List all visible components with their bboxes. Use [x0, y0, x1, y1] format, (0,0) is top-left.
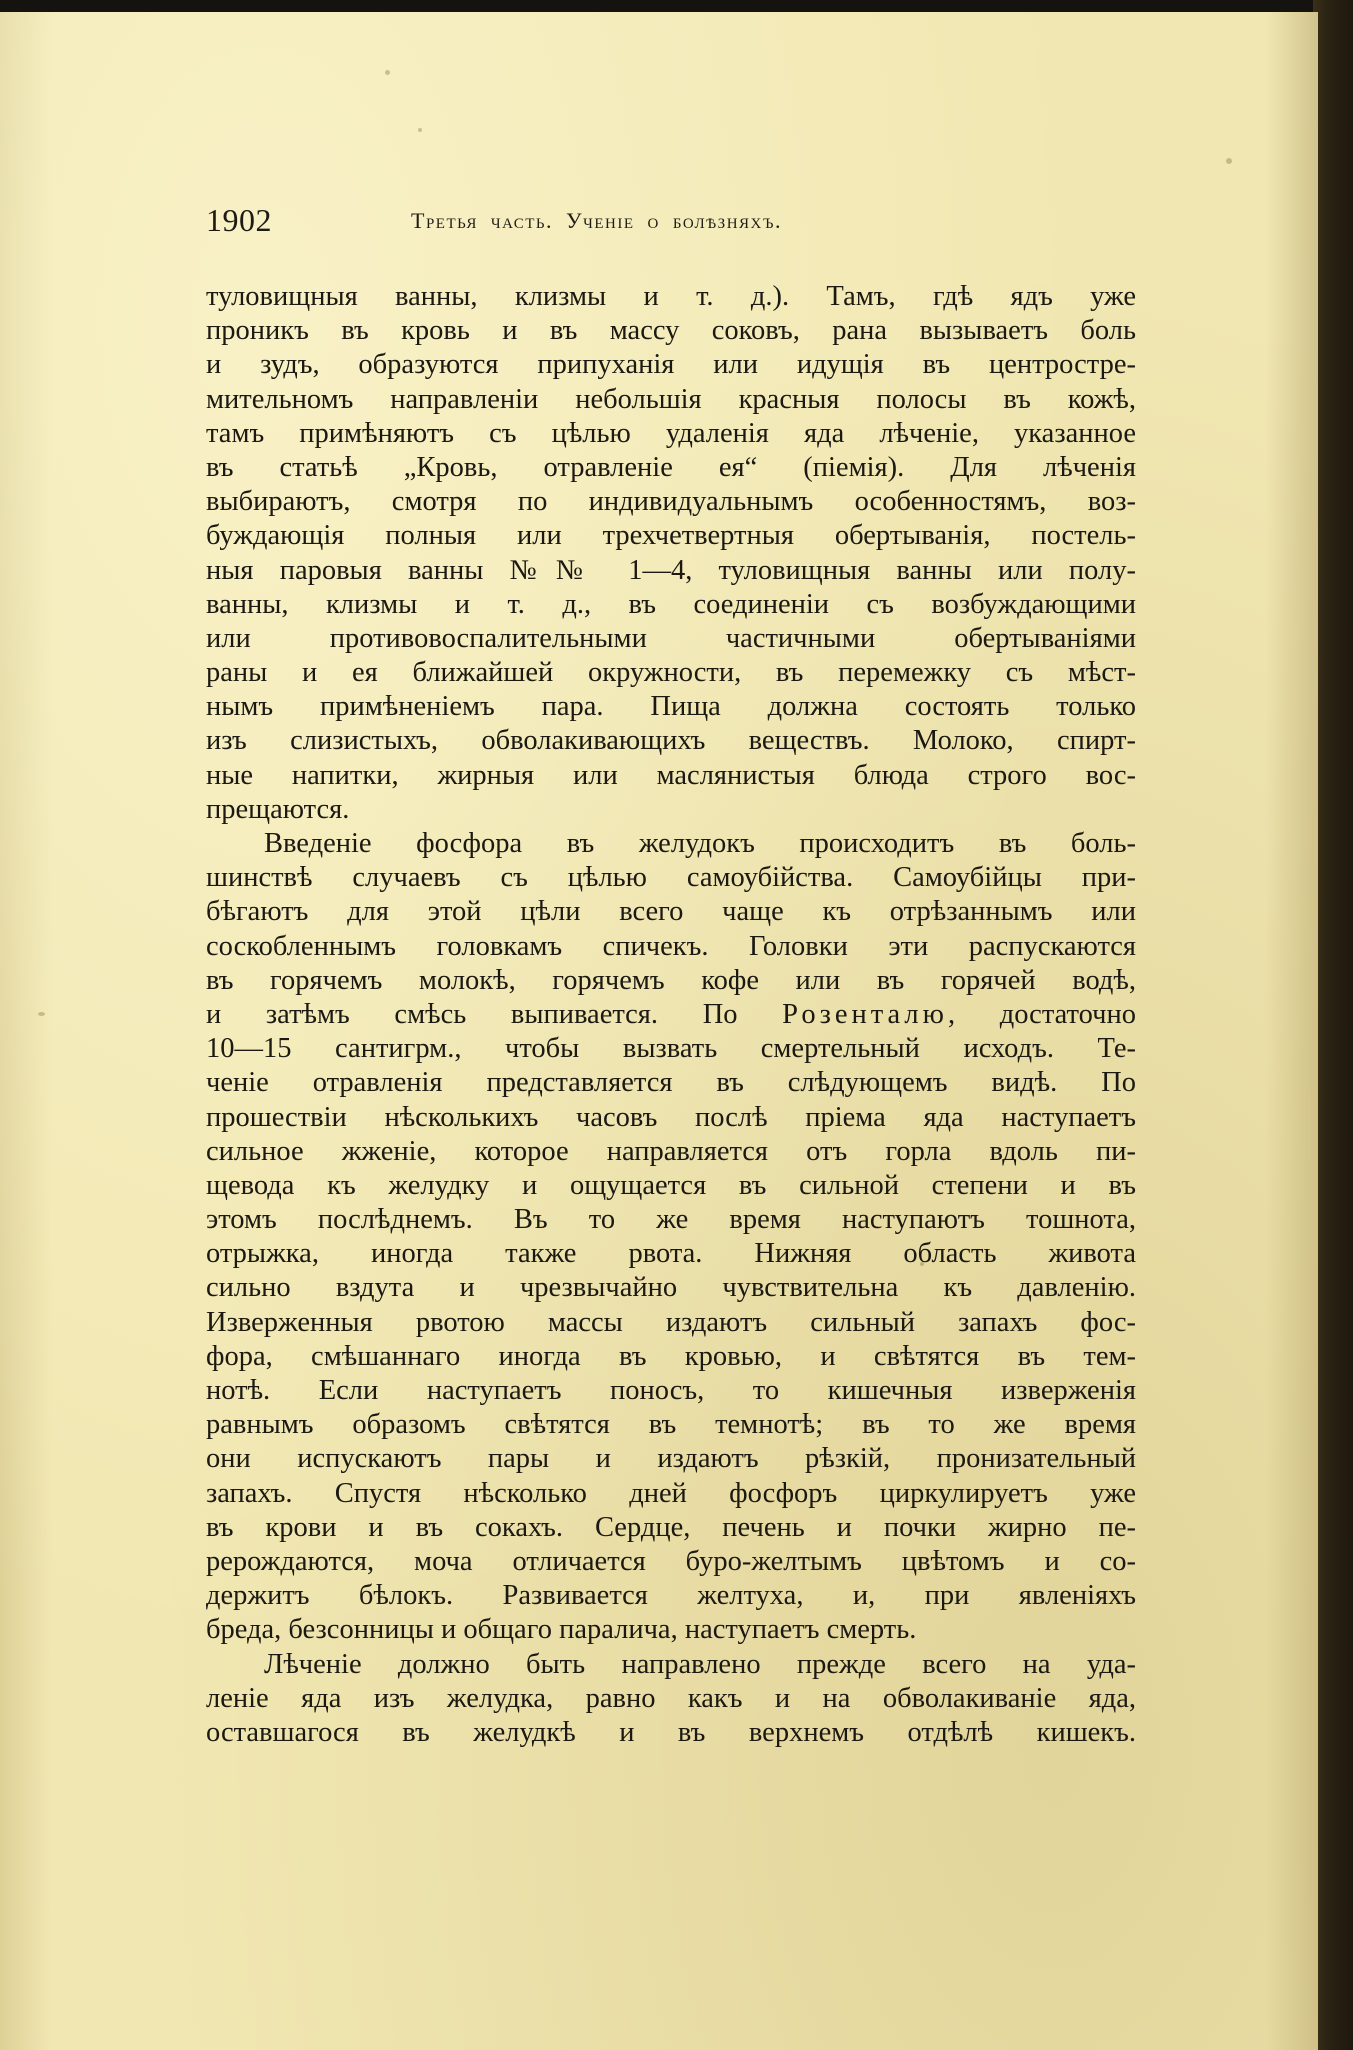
text-line: ные напитки, жирныя или маслянистыя блюда строго вос-: [206, 759, 1136, 791]
text-line: ныя паровыя ванны №№ 1—4, туловищныя ванны или полу-: [206, 554, 1136, 586]
text-line: Изверженныя рвотою массы издаютъ сильный запахъ фос-: [206, 1306, 1136, 1338]
text-line: этомъ послѣднемъ. Въ то же время наступаютъ тошнота,: [206, 1204, 1136, 1236]
text-line: прещаются.: [206, 793, 350, 825]
text-line: буждающія полныя или трехчетвертныя обертыванія, постель-: [206, 520, 1136, 552]
text-line: соскобленнымъ головкамъ спичекъ. Головки эти распускаются: [206, 930, 1136, 962]
text-line: щевода къ желудку и ощущается въ сильной степени и въ: [206, 1169, 1136, 1201]
text-line: запахъ. Спустя нѣсколько дней фосфоръ циркулируетъ уже: [206, 1477, 1136, 1509]
text-line: отрыжка, иногда также рвота. Нижняя область живота: [206, 1238, 1136, 1270]
text-line-with-emphasis: [206, 998, 1136, 1032]
text-line: фора, смѣшаннаго иногда въ кровью, и свѣтятся въ тем-: [206, 1340, 1136, 1372]
text-line: равнымъ образомъ свѣтятся въ темнотѣ; въ то же время: [206, 1409, 1136, 1441]
text-line: бреда, безсонницы и общаго паралича, наступаетъ смерть.: [206, 1614, 917, 1646]
text-line: сильно вздута и чрезвычайно чувствительна къ давленію.: [206, 1272, 1136, 1304]
text-line: мительномъ направленіи небольшія красныя полосы въ кожѣ,: [206, 383, 1136, 415]
page-header: [206, 202, 1166, 258]
page-number: 1902: [206, 202, 272, 238]
text-line: туловищныя ванны, клизмы и т. д.). Тамъ, гдѣ ядъ уже: [206, 281, 1136, 312]
text-line: они испускаютъ пары и издаютъ рѣзкій, пронизательный: [206, 1443, 1136, 1475]
text-line: и зудъ, образуются припуханія или идущія въ центростре-: [206, 349, 1136, 381]
text-line: нотѣ. Если наступаетъ поносъ, то кишечныя изверженія: [206, 1375, 1136, 1406]
text-line: рерождаются, моча отличается буро-желтымъ цвѣтомъ и со-: [206, 1545, 1136, 1577]
text-line: шинствѣ случаевъ съ цѣлью самоубійства. Самоубійцы при-: [206, 862, 1136, 894]
text-line: въ крови и въ сокахъ. Сердце, печень и почки жирно пе-: [206, 1511, 1136, 1543]
book-page: [0, 12, 1318, 2050]
text-line: раны и ея ближайшей окружности, въ перемежку съ мѣст-: [206, 657, 1136, 689]
text-line: изъ слизистыхъ, обволакивающихъ веществъ. Молоко, спирт-: [206, 725, 1136, 757]
text-line: ченіе отравленія представляется въ слѣдующемъ видѣ. По: [206, 1067, 1136, 1099]
text-line: проникъ въ кровь и въ массу соковъ, рана вызываетъ боль: [206, 315, 1136, 347]
text-line: сильное жженіе, которое направляется отъ горла вдоль пи-: [206, 1135, 1136, 1167]
text-line: нымъ примѣненіемъ пара. Пища должна состоять только: [206, 691, 1136, 723]
text-line: держитъ бѣлокъ. Развивается желтуха, и, при явленіяхъ: [206, 1580, 1136, 1612]
paper-speck: [418, 128, 422, 132]
emphasized-author-name: Розенталю: [782, 998, 948, 1030]
text-line: Введеніе фосфора въ желудокъ происходитъ въ боль-: [264, 828, 1136, 859]
text-line: выбираютъ, смотря по индивидуальнымъ особенностямъ, воз-: [206, 486, 1136, 518]
text-line: въ горячемъ молокѣ, горячемъ кофе или въ горячей водѣ,: [206, 964, 1136, 996]
text-line: Лѣченіе должно быть направлено прежде всего на уда-: [264, 1648, 1136, 1680]
text-line: бѣгаютъ для этой цѣли всего чаще къ отрѣзаннымъ или: [206, 896, 1136, 928]
text-line: ванны, клизмы и т. д., въ соединеніи съ возбуждающими: [206, 588, 1136, 620]
text-segment: и затѣмъ смѣсь выпивается. По: [206, 998, 783, 1030]
body-text: [206, 280, 1136, 1750]
text-line: прошествіи нѣсколькихъ часовъ послѣ пріема яда наступаетъ: [206, 1101, 1136, 1133]
book-edge: [1313, 0, 1353, 2050]
paper-speck: [38, 1012, 45, 1016]
text-line: въ статьѣ „Кровь, отравленіе ея“ (піемія). Для лѣченія: [206, 451, 1136, 483]
text-line: оставшагося въ желудкѣ и въ верхнемъ отдѣлѣ кишекъ.: [206, 1716, 1136, 1748]
paper-speck: [385, 70, 390, 75]
running-title: Третья часть. Ученіе о болѣзняхъ.: [411, 208, 782, 233]
text-segment: , достаточно: [947, 998, 1136, 1030]
paper-speck: [1226, 158, 1232, 164]
text-line: 10—15 сантигрм., чтобы вызвать смертельный исходъ. Те-: [206, 1033, 1136, 1065]
text-line: леніе яда изъ желудка, равно какъ и на обволакиваніе яда,: [206, 1682, 1136, 1714]
text-line: тамъ примѣняютъ съ цѣлью удаленія яда лѣченіе, указанное: [206, 417, 1136, 449]
text-line: или противовоспалительными частичными обертываніями: [206, 622, 1136, 654]
